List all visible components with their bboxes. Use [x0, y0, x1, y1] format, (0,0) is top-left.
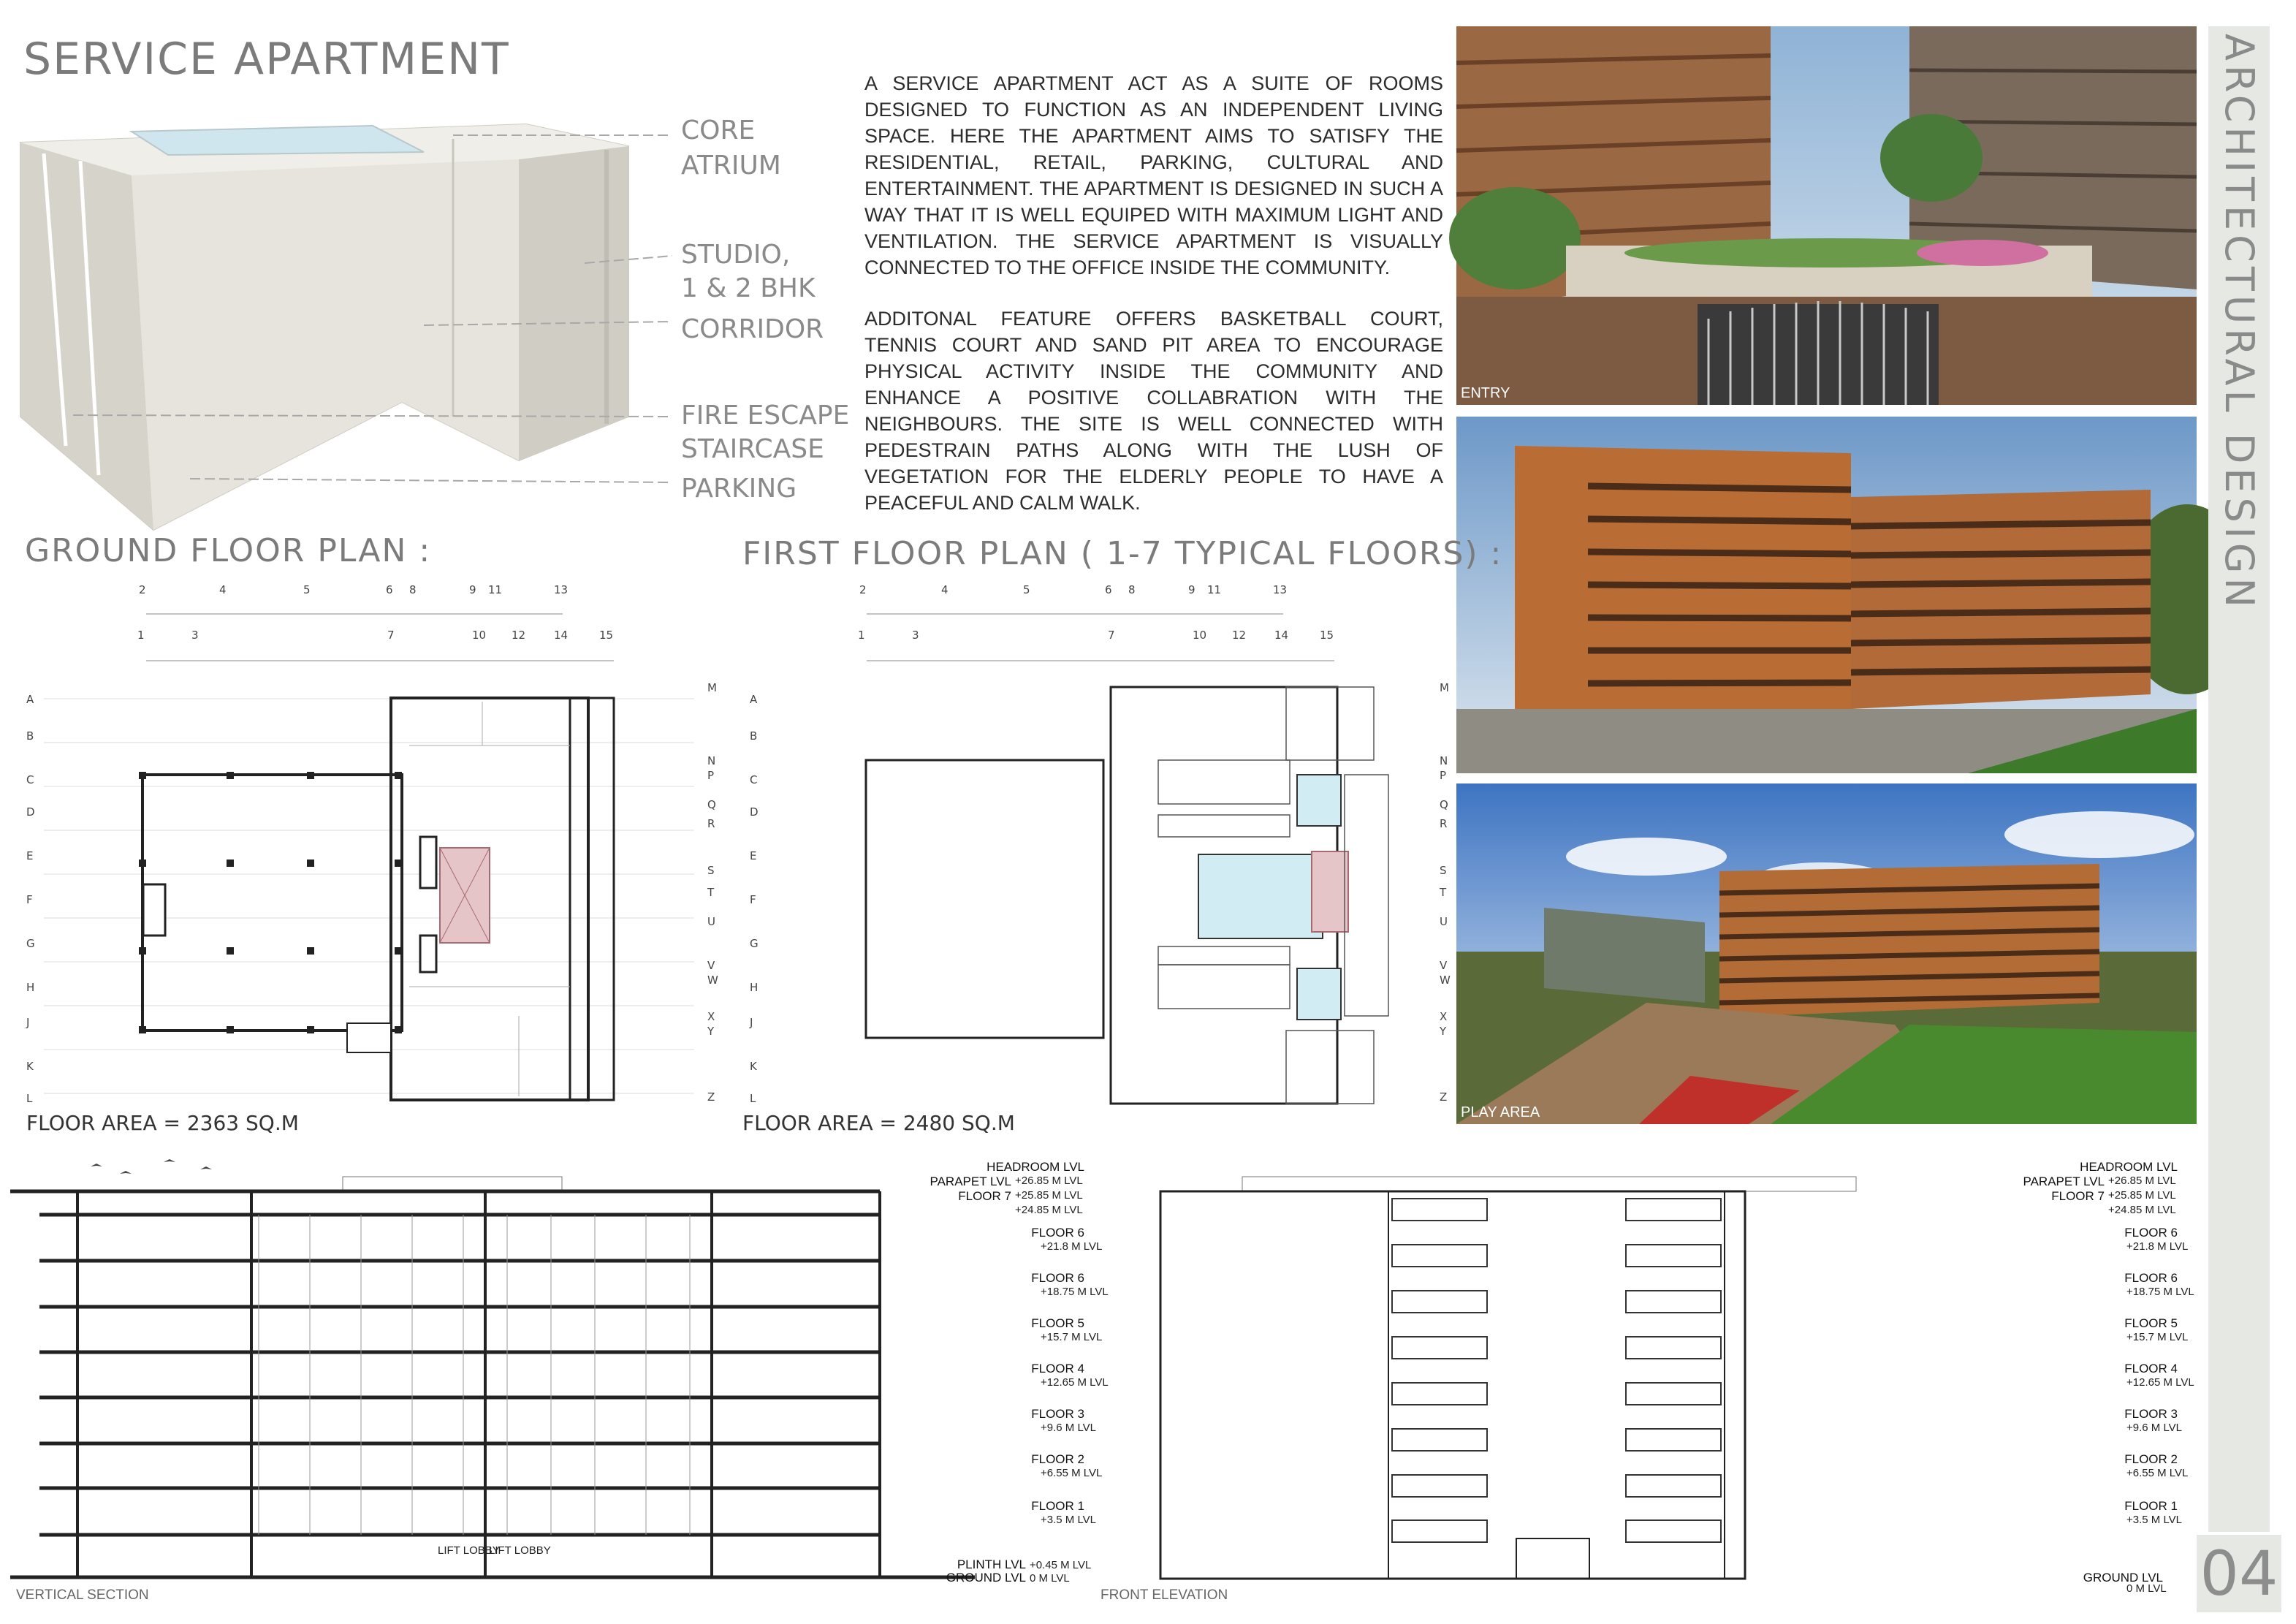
svg-text:U: U: [1440, 915, 1448, 928]
svg-text:L: L: [750, 1092, 756, 1105]
svg-text:U: U: [707, 915, 715, 928]
level-name: HEADROOM LVL: [987, 1160, 1084, 1174]
entry-render: [1456, 26, 2197, 405]
grid-top-label: 8: [409, 583, 417, 596]
grid-top-label: 7: [387, 629, 395, 642]
front-elevation: [1155, 1155, 2192, 1593]
svg-text:+15.7 M LVL: +15.7 M LVL: [1041, 1331, 1103, 1343]
svg-text:8: 8: [1128, 583, 1136, 596]
svg-text:F: F: [750, 893, 756, 906]
svg-text:D: D: [750, 805, 759, 819]
grid-top-label: 3: [191, 629, 199, 642]
level-name: FLOOR 1: [1031, 1499, 1084, 1513]
svg-text:+26.85 M LVL: +26.85 M LVL: [1015, 1175, 1083, 1187]
description-para-2: ADDITONAL FEATURE OFFERS BASKETBALL COURT, TENNIS COURT AND SAND PIT AREA TO ENCOURAGE PHYSICAL ACTIVITY INSIDE THE COMMUNITY AND ENHANCE A POSITIVE COLLABRATION WITH THE NEIGHBOURS. THE SITE IS WELL CONNECTED WITH PEDESTRAIN PATHS ALONG WITH THE LUSH OF VEGETATION FOR THE ELDERLY PEOPLE TO HAVE A PEACEFUL AND CALM WALK.: [864, 308, 1443, 514]
elevation-level-name: FLOOR 6: [2124, 1271, 2178, 1285]
ground-floor-area: FLOOR AREA = 2363 SQ.M: [26, 1111, 299, 1135]
svg-text:N: N: [1440, 754, 1448, 767]
svg-text:+24.85 M LVL: +24.85 M LVL: [2108, 1204, 2176, 1216]
svg-text:S: S: [1440, 864, 1447, 877]
svg-text:2: 2: [859, 583, 867, 596]
section-caption: VERTICAL SECTION: [16, 1587, 149, 1603]
massing-label-staircase: STAIRCASE: [681, 434, 824, 464]
svg-text:+21.8 M LVL: +21.8 M LVL: [2126, 1240, 2189, 1253]
svg-text:R: R: [1440, 817, 1448, 830]
svg-text:T: T: [707, 886, 715, 899]
svg-text:12: 12: [1232, 629, 1247, 642]
svg-text:V: V: [707, 959, 715, 972]
svg-text:+24.85 M LVL: +24.85 M LVL: [1015, 1204, 1083, 1216]
elevation-level-name: FLOOR 4: [2124, 1362, 2178, 1376]
grid-top-label: 15: [599, 629, 614, 642]
svg-text:H: H: [26, 981, 35, 994]
svg-text:+25.85 M LVL: +25.85 M LVL: [1015, 1189, 1083, 1202]
entry-caption: ENTRY: [1461, 385, 1510, 401]
grid-top-label: 5: [303, 583, 311, 596]
side-title: ARCHITECTURAL DESIGN: [2216, 34, 2262, 612]
svg-text:D: D: [26, 805, 35, 819]
elevation-level-name: HEADROOM LVL: [2080, 1160, 2178, 1174]
svg-text:+6.55 M LVL: +6.55 M LVL: [1041, 1467, 1103, 1479]
play-area-caption: PLAY AREA: [1461, 1104, 1540, 1120]
page-number: 04: [2197, 1535, 2281, 1612]
first-floor-area: FLOOR AREA = 2480 SQ.M: [742, 1111, 1015, 1135]
svg-text:A: A: [26, 693, 34, 706]
svg-text:5: 5: [1023, 583, 1030, 596]
elevation-level-name: FLOOR 1: [2124, 1499, 2178, 1513]
svg-text:M: M: [707, 681, 717, 694]
svg-text:P: P: [1440, 769, 1447, 782]
massing-label-core: CORE: [681, 115, 756, 145]
description-para-1: A SERVICE APARTMENT ACT AS A SUITE OF ROOMS DESIGNED TO FUNCTION AS AN INDEPENDENT LIVING SPACE. HERE THE APARTMENT AIMS TO SATISFY THE RESIDENTIAL, RETAIL, PARKING, CULTURAL AND ENTERTAINMENT. THE APARTMENT IS DESIGNED IN SUCH A WAY THAT IT IS WELL EQUIPED WITH MAXIMUM LIGHT AND VENTILATION. THE SERVICE APARTMENT IS VISUALLY CONNECTED TO THE OFFICE INSIDE THE COMMUNITY.: [864, 72, 1443, 278]
level-name: PLINTH LVL: [957, 1557, 1026, 1571]
svg-text:P: P: [707, 769, 715, 782]
svg-text:+18.75 M LVL: +18.75 M LVL: [1041, 1286, 1109, 1298]
svg-text:15: 15: [1320, 629, 1334, 642]
svg-text:+9.6 M LVL: +9.6 M LVL: [2126, 1422, 2183, 1434]
svg-text:R: R: [707, 817, 715, 830]
svg-text:7: 7: [1108, 629, 1115, 642]
elevation-level-name: FLOOR 3: [2124, 1407, 2178, 1421]
svg-text:E: E: [26, 849, 34, 862]
massing-label-studio: STUDIO,: [681, 240, 791, 270]
svg-text:V: V: [1440, 959, 1448, 972]
svg-text:J: J: [26, 1016, 30, 1029]
massing-label-corridor: CORRIDOR: [681, 314, 824, 344]
svg-text:C: C: [750, 773, 758, 786]
elevation-level-name: FLOOR 5: [2124, 1316, 2178, 1330]
svg-text:Z: Z: [1440, 1090, 1448, 1104]
svg-text:G: G: [26, 937, 35, 950]
svg-text:+3.5 M LVL: +3.5 M LVL: [2126, 1514, 2183, 1526]
vertical-section: [10, 1155, 1109, 1593]
svg-text:+0.45 M LVL: +0.45 M LVL: [1030, 1559, 1092, 1571]
svg-text:N: N: [707, 754, 716, 767]
svg-text:Y: Y: [707, 1025, 715, 1038]
svg-text:B: B: [26, 729, 34, 743]
grid-top-label: 11: [488, 583, 503, 596]
svg-text:1: 1: [858, 629, 865, 642]
svg-text:6: 6: [1105, 583, 1112, 596]
svg-text:J: J: [750, 1016, 753, 1029]
svg-text:G: G: [750, 937, 759, 950]
massing-label-atrium: ATRIUM: [681, 151, 781, 181]
grid-top-label: 4: [219, 583, 227, 596]
svg-text:+21.8 M LVL: +21.8 M LVL: [1041, 1240, 1103, 1253]
svg-text:Q: Q: [1440, 798, 1448, 811]
svg-text:Q: Q: [707, 798, 716, 811]
svg-text:S: S: [707, 864, 715, 877]
lift-lobby-label: LIFT LOBBY: [438, 1544, 500, 1557]
building-render: [1456, 417, 2197, 773]
level-name: FLOOR 4: [1031, 1362, 1084, 1376]
svg-text:Z: Z: [707, 1090, 715, 1104]
elevation-caption: FRONT ELEVATION: [1101, 1587, 1228, 1603]
grid-top-label: 9: [469, 583, 476, 596]
elevation-level-name: GROUND LVL: [2083, 1571, 2163, 1585]
svg-text:14: 14: [1274, 629, 1289, 642]
svg-text:+12.65 M LVL: +12.65 M LVL: [2126, 1376, 2194, 1389]
massing-label-fire-escape: FIRE ESCAPE: [681, 401, 850, 430]
elevation-level-name: PARAPET LVL: [2023, 1175, 2105, 1188]
svg-text:B: B: [750, 729, 758, 743]
svg-text:E: E: [750, 849, 757, 862]
svg-text:+18.75 M LVL: +18.75 M LVL: [2126, 1286, 2194, 1298]
svg-text:+12.65 M LVL: +12.65 M LVL: [1041, 1376, 1109, 1389]
grid-top-label: 12: [512, 629, 526, 642]
elevation-level-name: FLOOR 6: [2124, 1226, 2178, 1240]
svg-text:K: K: [26, 1060, 34, 1073]
svg-text:+25.85 M LVL: +25.85 M LVL: [2108, 1189, 2176, 1202]
massing-diagram: [15, 110, 680, 530]
svg-text:11: 11: [1207, 583, 1222, 596]
svg-text:0 M LVL: 0 M LVL: [1030, 1572, 1070, 1585]
svg-text:+26.85 M LVL: +26.85 M LVL: [2108, 1175, 2176, 1187]
elevation-level-name: FLOOR 7: [2051, 1189, 2105, 1203]
grid-top-label: 14: [554, 629, 569, 642]
play-area-render: [1456, 783, 2197, 1124]
page-title: SERVICE APARTMENT: [23, 34, 510, 85]
svg-text:10: 10: [1193, 629, 1207, 642]
ground-floor-title: GROUND FLOOR PLAN :: [25, 532, 432, 569]
svg-text:L: L: [26, 1092, 33, 1105]
level-name: FLOOR 2: [1031, 1452, 1084, 1466]
svg-text:W: W: [707, 974, 718, 987]
level-name: FLOOR 5: [1031, 1316, 1084, 1330]
svg-text:W: W: [1440, 974, 1451, 987]
svg-text:F: F: [26, 893, 33, 906]
svg-text:0 M LVL: 0 M LVL: [2126, 1582, 2167, 1595]
level-name: PARAPET LVL: [930, 1175, 1011, 1188]
massing-label-parking: PARKING: [681, 474, 797, 504]
level-name: FLOOR 6: [1031, 1271, 1084, 1285]
level-name: FLOOR 6: [1031, 1226, 1084, 1240]
first-floor-plan: [731, 577, 1454, 1118]
svg-text:H: H: [750, 981, 759, 994]
grid-top-label: 6: [386, 583, 393, 596]
svg-text:Y: Y: [1440, 1025, 1447, 1038]
svg-text:X: X: [1440, 1010, 1448, 1023]
massing-label-bhk: 1 & 2 BHK: [681, 273, 816, 303]
level-name: FLOOR 7: [958, 1189, 1011, 1203]
elevation-level-name: FLOOR 2: [2124, 1452, 2178, 1466]
level-name: GROUND LVL: [946, 1571, 1026, 1585]
svg-text:9: 9: [1188, 583, 1195, 596]
svg-text:M: M: [1440, 681, 1449, 694]
svg-text:X: X: [707, 1010, 715, 1023]
svg-text:+9.6 M LVL: +9.6 M LVL: [1041, 1422, 1097, 1434]
svg-text:3: 3: [912, 629, 919, 642]
grid-top-label: 2: [139, 583, 146, 596]
grid-top-label: 10: [472, 629, 487, 642]
first-floor-title: FIRST FLOOR PLAN ( 1-7 TYPICAL FLOORS) :: [742, 535, 1503, 572]
grid-top-label: 13: [554, 583, 569, 596]
svg-text:4: 4: [941, 583, 949, 596]
svg-text:C: C: [26, 773, 34, 786]
ground-floor-plan: [15, 577, 716, 1118]
svg-text:13: 13: [1273, 583, 1288, 596]
svg-text:+15.7 M LVL: +15.7 M LVL: [2126, 1331, 2189, 1343]
svg-text:+3.5 M LVL: +3.5 M LVL: [1041, 1514, 1097, 1526]
svg-text:+6.55 M LVL: +6.55 M LVL: [2126, 1467, 2189, 1479]
grid-top-label: 1: [137, 629, 145, 642]
svg-text:A: A: [750, 693, 758, 706]
level-name: FLOOR 3: [1031, 1407, 1084, 1421]
lift-lobby-label: LIFT LOBBY: [489, 1544, 551, 1557]
svg-text:T: T: [1440, 886, 1447, 899]
svg-text:K: K: [750, 1060, 757, 1073]
